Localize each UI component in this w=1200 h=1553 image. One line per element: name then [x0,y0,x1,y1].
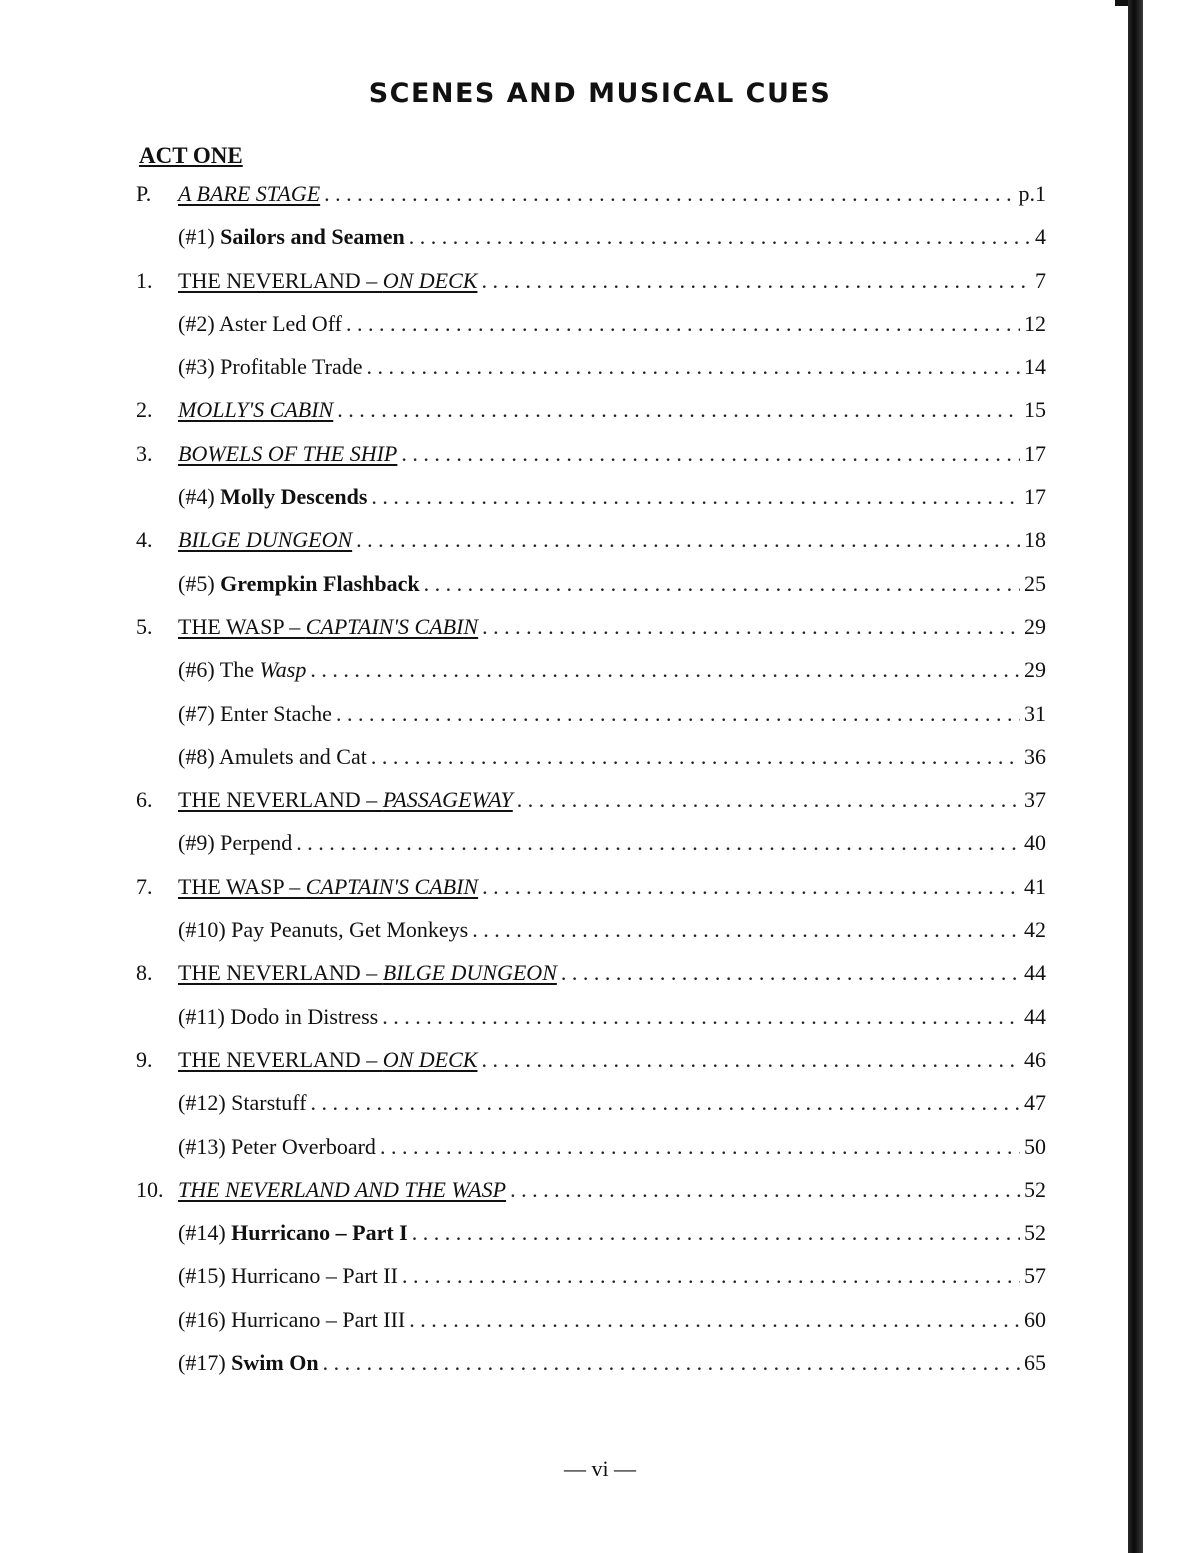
scene-title [178,787,513,813]
cue-title [178,1350,319,1376]
cue-number: (#4) [178,484,221,510]
scene-row [136,181,1046,224]
cue-name: Perpend [220,830,293,856]
page-reference: p.1 [1018,181,1046,206]
entry-number: 3. [136,440,153,466]
dot-leader [517,787,1020,813]
cue-name: Grempkin Flashback [220,570,420,596]
page-number: — vi — [563,1456,637,1481]
scene-row [136,874,1046,917]
cue-title [178,484,367,510]
entry-number: 6. [136,787,153,813]
cue-row [136,311,1046,354]
cue-number: (#2) [178,310,219,336]
dot-leader [561,960,1020,986]
scene-row [136,614,1046,657]
dot-leader [510,1177,1020,1203]
cue-title [178,311,342,337]
cue-row [136,484,1046,527]
cue-name: Profitable Trade [220,354,363,380]
scene-title [178,268,477,294]
entry-number: 1. [136,267,153,293]
page-reference: 47 [1024,1090,1046,1116]
page-reference: 18 [1024,527,1046,553]
cue-name: The [219,657,260,683]
cue-name: Hurricano – Part III [231,1306,406,1332]
dot-leader [311,1090,1020,1116]
scene-row [136,397,1046,440]
entry-number: P. [136,181,152,206]
dot-leader [382,1004,1020,1030]
scene-location: THE NEVERLAND – [178,267,383,293]
scene-row [136,960,1046,1003]
cue-title [178,1090,307,1116]
scene-location: THE WASP – [178,613,306,639]
cue-number: (#16) [178,1306,232,1332]
scene-name: ON DECK [382,267,478,293]
dot-leader [482,874,1020,900]
page-reference: 40 [1024,830,1046,856]
scene-name: THE NEVERLAND AND THE WASP [178,1176,507,1202]
page-reference: 12 [1024,310,1046,336]
dot-leader [481,1047,1020,1073]
cue-row [136,657,1046,700]
cue-title [178,1307,405,1333]
cue-title [178,354,363,380]
cue-row [136,1134,1046,1177]
cue-number: (#3) [178,354,221,380]
dot-leader [412,1220,1020,1246]
dot-leader [409,224,1031,250]
page-reference: 44 [1024,1003,1046,1029]
scene-location: THE NEVERLAND – [178,1046,383,1072]
dot-leader [380,1134,1020,1160]
page-reference: 52 [1024,1176,1046,1202]
cue-title [178,224,405,250]
scene-row [136,1047,1046,1090]
dot-leader [346,311,1020,337]
page-reference: 57 [1024,1263,1046,1289]
scene-name: BILGE DUNGEON [178,527,353,553]
cue-row [136,1090,1046,1133]
dot-leader [424,571,1020,597]
page-reference: 65 [1024,1350,1046,1376]
cue-row [136,1307,1046,1350]
dot-leader [337,397,1020,423]
dot-leader [296,830,1020,856]
cue-number: (#8) [178,743,219,769]
scene-name: BOWELS OF THE SHIP [178,440,398,466]
page-reference: 31 [1024,700,1046,726]
cue-name: Dodo in Distress [230,1003,379,1029]
dot-leader [482,614,1020,640]
scene-name: CAPTAIN'S CABIN [305,873,479,899]
cue-name: Peter Overboard [231,1133,376,1159]
cue-number: (#9) [178,830,221,856]
scene-location: THE NEVERLAND – [178,960,383,986]
dot-leader [481,268,1031,294]
page-reference: 4 [1035,224,1046,250]
page-reference: 29 [1024,613,1046,639]
cue-number: (#13) [178,1133,232,1159]
entry-number: 4. [136,527,153,553]
dot-leader [367,354,1020,380]
scene-title [178,1047,477,1073]
cue-row [136,1220,1046,1263]
cue-number: (#12) [178,1090,232,1116]
scene-row [136,1177,1046,1220]
cue-row [136,571,1046,614]
cue-number: (#11) [178,1003,231,1029]
cue-number: (#14) [178,1220,232,1246]
scene-title [178,181,320,207]
cue-row [136,224,1046,267]
page-reference: 44 [1024,960,1046,986]
cue-row [136,354,1046,397]
scene-row [136,268,1046,311]
cue-name: Hurricano – Part I [231,1220,408,1246]
entry-number: 7. [136,873,153,899]
dot-leader [472,917,1020,943]
page-reference: 41 [1024,873,1046,899]
dot-leader [402,1263,1020,1289]
scene-title [178,874,478,900]
cue-row [136,830,1046,873]
page-edge [1128,0,1143,1553]
scene-row [136,527,1046,570]
scene-title [178,397,333,423]
cue-title [178,1263,398,1289]
page-reference: 60 [1024,1306,1046,1332]
scene-title [178,527,352,553]
entry-number: 9. [136,1046,153,1072]
cue-title [178,701,332,727]
cue-number: (#15) [178,1263,232,1289]
dot-leader [371,484,1020,510]
cue-name: Aster Led Off [218,310,342,336]
entry-number: 2. [136,397,153,423]
cue-row [136,917,1046,960]
cue-name: Molly Descends [220,484,368,510]
cue-name: Pay Peanuts, Get Monkeys [231,917,469,943]
cue-title [178,1134,376,1160]
page-reference: 17 [1024,440,1046,466]
cue-name: Starstuff [231,1090,307,1116]
page-reference: 36 [1024,743,1046,769]
act-heading: ACT ONE [139,143,243,168]
scene-row [136,787,1046,830]
dot-leader [323,1350,1020,1376]
scene-title [178,960,557,986]
cue-number: (#1) [178,224,221,250]
contents-list [136,181,1046,1393]
scene-title [178,614,478,640]
cue-title [178,744,367,770]
page-reference: 50 [1024,1133,1046,1159]
dot-leader [356,527,1020,553]
cue-row [136,744,1046,787]
cue-name-italic: Wasp [259,657,307,683]
page-reference: 46 [1024,1046,1046,1072]
dot-leader [310,657,1020,683]
page-reference: 42 [1024,917,1046,943]
scene-name: MOLLY'S CABIN [178,397,334,423]
cue-name: Sailors and Seamen [220,224,405,250]
page-reference: 15 [1024,397,1046,423]
entry-number: 10. [136,1176,164,1202]
cue-number: (#10) [178,917,232,943]
cue-row [136,1263,1046,1306]
page-reference: 52 [1024,1220,1046,1246]
cue-number: (#6) [178,657,220,683]
cue-number: (#5) [178,570,221,596]
dot-leader [336,701,1020,727]
page-reference: 17 [1024,484,1046,510]
cue-row [136,701,1046,744]
scene-location: THE WASP – [178,873,306,899]
cue-title [178,1004,378,1030]
cue-title [178,917,468,943]
cue-name: Amulets and Cat [218,743,367,769]
cue-title [178,571,420,597]
scene-name: ON DECK [382,1046,478,1072]
dot-leader [409,1307,1020,1333]
cue-number: (#7) [178,700,221,726]
page-reference: 25 [1024,570,1046,596]
dot-leader [371,744,1020,770]
entry-number: 8. [136,960,153,986]
page-title: SCENES AND MUSICAL CUES [368,78,832,109]
scene-title [178,1177,506,1203]
scene-title [178,441,397,467]
cue-row [136,1004,1046,1047]
cue-title [178,657,306,683]
cue-title [178,1220,408,1246]
scene-name: PASSAGEWAY [382,787,513,813]
page-reference: 29 [1024,657,1046,683]
page-reference: 14 [1024,354,1046,380]
cue-name: Enter Stache [220,700,332,726]
scene-name: BILGE DUNGEON [382,960,557,986]
dot-leader [401,441,1020,467]
cue-name: Hurricano – Part II [231,1263,398,1289]
cue-number: (#17) [178,1350,232,1376]
scene-location: THE NEVERLAND – [178,787,383,813]
cue-title [178,830,292,856]
entry-number: 5. [136,613,153,639]
cue-row [136,1350,1046,1393]
scene-name: CAPTAIN'S CABIN [305,613,479,639]
dot-leader [324,181,1014,207]
cue-name: Swim On [231,1350,319,1376]
scene-row [136,441,1046,484]
page-reference: 37 [1024,787,1046,813]
scene-name: A BARE STAGE [178,181,321,206]
page-reference: 7 [1035,267,1046,293]
